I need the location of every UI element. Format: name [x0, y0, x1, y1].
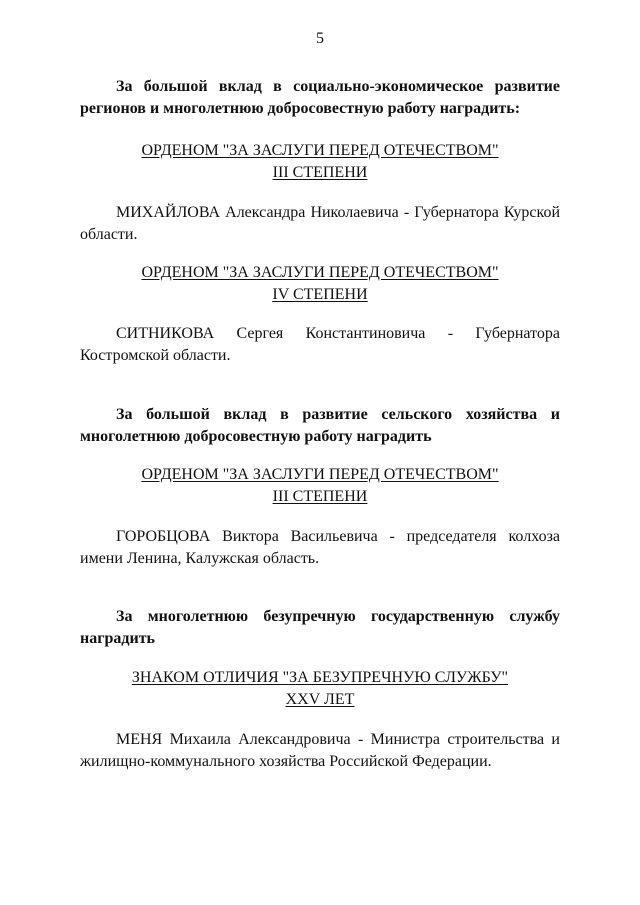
- award-title: ЗНАКОМ ОТЛИЧИЯ "ЗА БЕЗУПРЕЧНУЮ СЛУЖБУ": [131, 669, 509, 686]
- award-title: ОРДЕНОМ "ЗА ЗАСЛУГИ ПЕРЕД ОТЕЧЕСТВОМ": [141, 264, 499, 281]
- award-heading: [80, 140, 560, 184]
- award-recipient: СИТНИКОВА Сергея Константиновича - Губернатора Костромской области.: [80, 325, 560, 364]
- award-title: ОРДЕНОМ "ЗА ЗАСЛУГИ ПЕРЕД ОТЕЧЕСТВОМ": [141, 142, 499, 159]
- award-degree: XXV ЛЕТ: [285, 691, 355, 708]
- section-intro: За многолетнюю безупречную государственную службу наградить: [80, 608, 560, 647]
- award-recipient: МИХАЙЛОВА Александра Николаевича - Губернатора Курской области.: [80, 204, 560, 243]
- page-number: 5: [316, 30, 324, 47]
- award-heading: [80, 464, 560, 508]
- award-degree: III СТЕПЕНИ: [272, 164, 368, 181]
- award-recipient: МЕНЯ Михаила Александровича - Министра строительства и жилищно-коммунального хозяйства Российской Федерации.: [80, 731, 560, 770]
- section-intro: За большой вклад в социально-экономическое развитие регионов и многолетнюю добросовестную работу наградить:: [80, 78, 560, 117]
- award-heading: [80, 262, 560, 306]
- award-recipient: ГОРОБЦОВА Виктора Васильевича - председателя колхоза имени Ленина, Калужская область.: [80, 528, 560, 567]
- award-degree: IV СТЕПЕНИ: [272, 286, 368, 303]
- award-degree: III СТЕПЕНИ: [272, 488, 368, 505]
- award-title: ОРДЕНОМ "ЗА ЗАСЛУГИ ПЕРЕД ОТЕЧЕСТВОМ": [141, 466, 499, 483]
- award-heading: [80, 667, 560, 711]
- section-intro: За большой вклад в развитие сельского хозяйства и многолетнюю добросовестную работу наградить: [80, 406, 560, 445]
